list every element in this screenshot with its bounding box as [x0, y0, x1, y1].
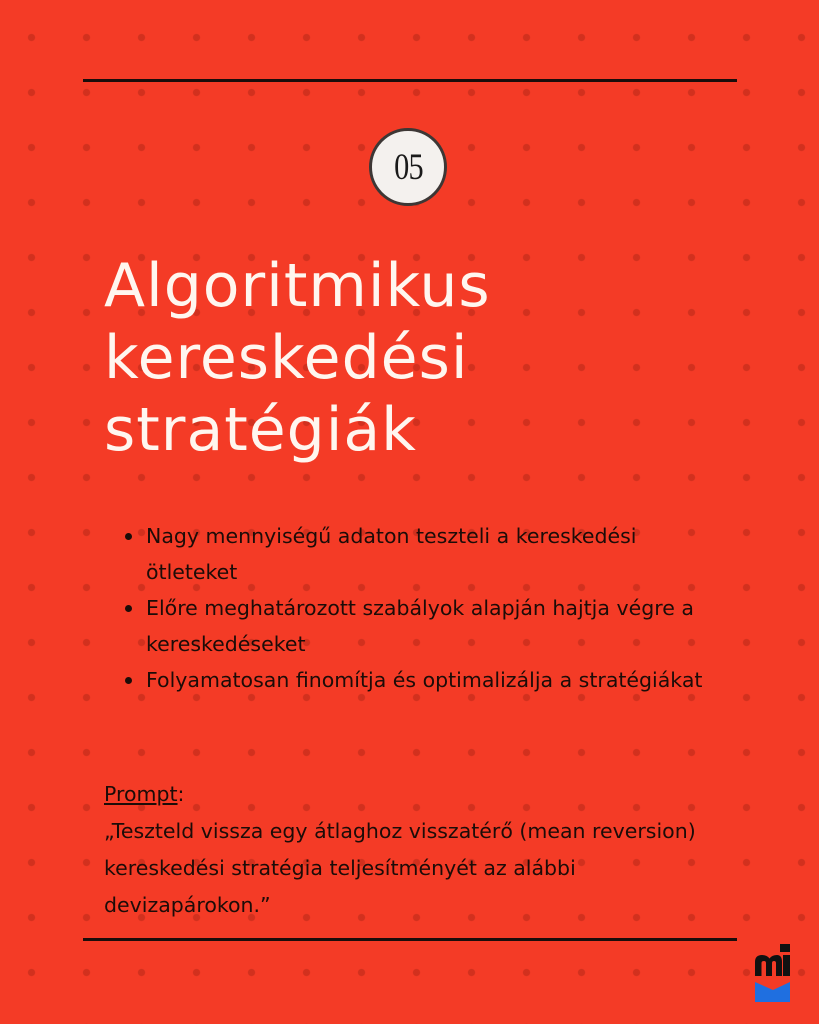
list-item: Előre meghatározott szabályok alapján hajtja végre a kereskedéseket [122, 590, 722, 662]
step-number-badge [369, 128, 447, 206]
mi-logo-icon [753, 942, 793, 1004]
step-number: 05 [393, 146, 423, 188]
page-title [104, 250, 724, 466]
list-item: Nagy mennyiségű adaton teszteli a kereskedési ötleteket [122, 518, 722, 590]
prompt-text: „Teszteld vissza egy átlaghoz visszatérő (mean reversion) kereskedési stratégia teljesítményét az alábbi devizapárokon.” [104, 819, 696, 917]
list-item: Folyamatosan finomítja és optimalizálja a stratégiákat [122, 662, 722, 698]
bottom-divider [83, 938, 737, 941]
title-line: Algoritmikus [104, 251, 491, 321]
prompt-label: Prompt [104, 782, 178, 806]
title-line: stratégiák [104, 395, 417, 465]
prompt-section [104, 776, 744, 924]
title-line: kereskedési [104, 323, 469, 393]
prompt-heading [104, 776, 744, 813]
top-divider [83, 79, 737, 82]
prompt-colon: : [177, 782, 185, 806]
feature-list [122, 518, 722, 698]
